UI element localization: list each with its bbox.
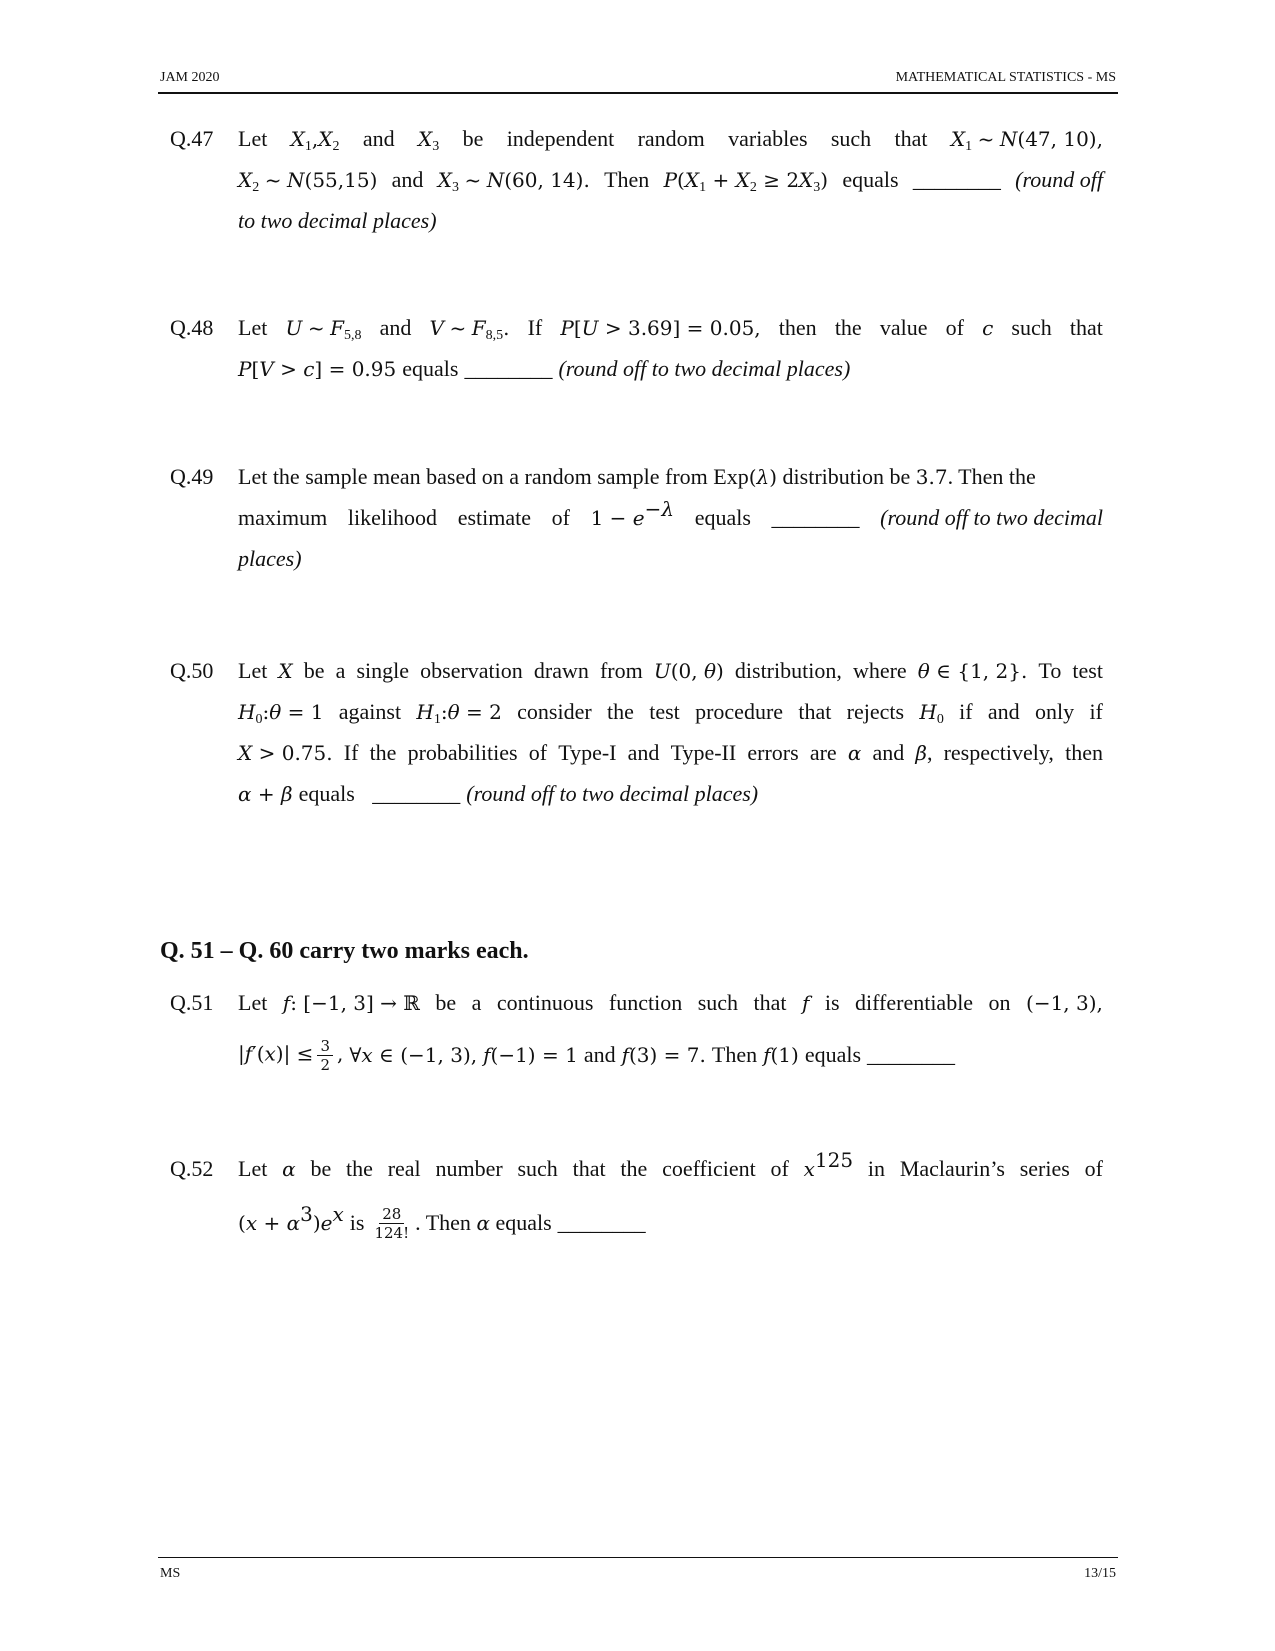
question-number: Q.50 — [170, 658, 214, 683]
instruction: (round off — [1015, 167, 1103, 192]
paper-name: MATHEMATICAL STATISTICS - MS — [895, 70, 1116, 85]
question-number: Q.48 — [170, 315, 214, 340]
answer-blank: ________ — [912, 167, 1001, 192]
instruction: (round off to two decimal places) — [558, 356, 851, 381]
question-body: Let X be a single observation drawn from U(0, θ) distribution, where θ ∈ {1, 2}. To test $H_0:\theta = 1$ against $H_1:\theta = 2$ consider the test procedure that rejects $H_0$ if and only if X > 0.75. If the probabilities of Type-I and Type-II errors are α and β, respectively, then α + β equals ________ (round off to two decimal places) — [238, 658, 1103, 806]
page-header — [158, 70, 1118, 94]
question-body: Let the sample mean based on a random sample from Exp(λ) distribution be 3.7. Then the maximum likelihood estimate of $1 - e^{-\lambda}$ equals ________ (round off to two decimal places) — [238, 464, 1103, 571]
page-number: 13/15 — [1084, 1566, 1116, 1581]
answer-blank: ________ — [372, 781, 461, 806]
instruction: to two decimal places) — [238, 208, 437, 233]
question-number: Q.49 — [170, 464, 214, 489]
instruction: places) — [238, 546, 302, 571]
question-body: Let U ~ $F_{5,8}$ and V ~ $F_{8,5}$. If P[U > 3.69] = 0.05, then the value of c such that P[V > c] = 0.95 equals ________ (round off to two decimal places) — [238, 315, 1103, 381]
question-number: Q.52 — [170, 1156, 214, 1181]
question-body: Let f: [−1, 3] → ℝ be a continuous function such that f is differentiable on (−1, 3), |f′(x)| ≤ $\frac{3}{2}$ , ∀x ∈ (−1, 3), f(−1) = 1 and f(3) = 7. Then f(1) equals ________ — [238, 990, 1103, 1074]
section-heading: Q. 51 – Q. 60 carry two marks each. — [160, 938, 529, 964]
answer-blank: ________ — [557, 1210, 646, 1235]
instruction: (round off to two decimal places) — [466, 781, 759, 806]
instruction: (round off to two decimal — [880, 505, 1103, 530]
question-number: Q.51 — [170, 990, 214, 1015]
answer-blank: ________ — [464, 356, 553, 381]
answer-blank: ________ — [771, 505, 860, 530]
exam-name: JAM 2020 — [160, 70, 220, 85]
question-body: Let $X_1,X_2$ and $X_3$ be independent random variables such that $X_1$ ~ N(47, 10), $X_2$ ~ N(55,15) and $X_3$ ~ N(60, 14). Then $P(X_1 + X_2 \ge 2X_3)$ equals ________ (round off to two decimal places) — [238, 126, 1103, 233]
question-body: Let α be the real number such that the coefficient of $x^{125}$ in Maclaurin’s series of $(x + \alpha^3)e^x$ is $\frac{28}{124!}$ . Then α equals ________ — [238, 1148, 1103, 1242]
paper-code: MS — [160, 1566, 181, 1581]
answer-blank: ________ — [867, 1042, 956, 1067]
page-footer — [158, 1557, 1118, 1581]
question-number: Q.47 — [170, 126, 214, 151]
